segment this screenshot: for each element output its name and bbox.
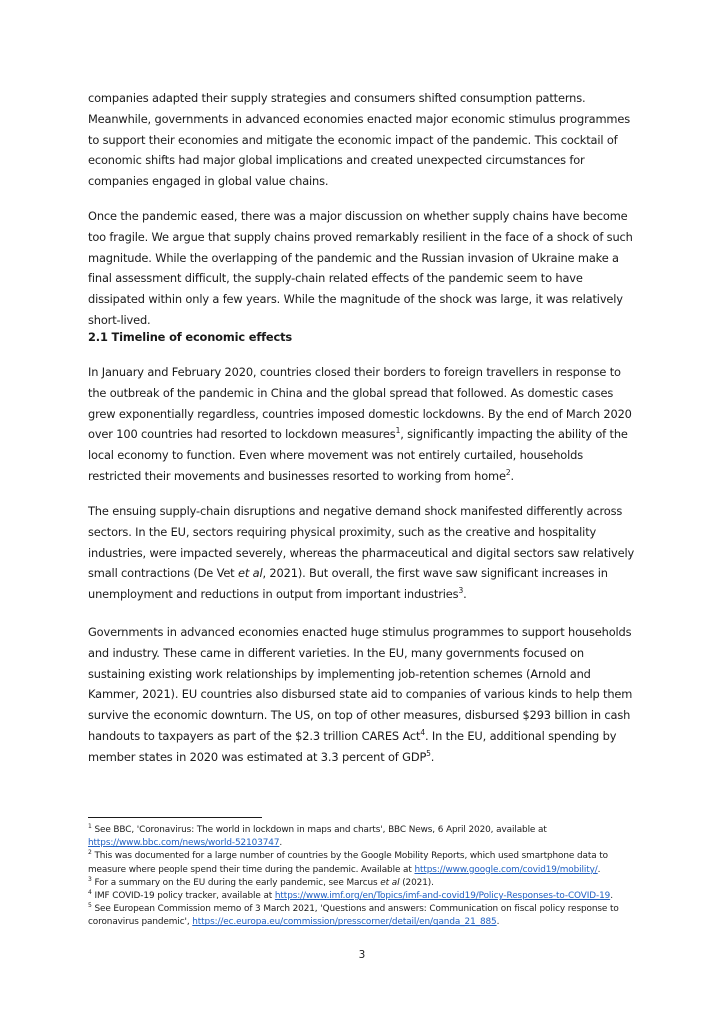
footnote-5-text: See European Commission memo of 3 March 2021, 'Questions and answers: Communication on fiscal policy response to coronavirus pandemic',: [88, 904, 619, 928]
footnote-2-link[interactable]: https://www.google.com/covid19/mobility/: [414, 864, 598, 875]
footnote-ref-2[interactable]: 2: [505, 468, 511, 478]
footnote-3-etal: et al: [380, 877, 400, 888]
footnote-1-after: .: [279, 838, 283, 849]
page-number: 3: [358, 949, 366, 961]
paragraph-3: [88, 362, 638, 487]
footnote-5-after: .: [496, 917, 500, 928]
footnote-5-link[interactable]: https://ec.europa.eu/commission/presscorner/detail/en/qanda_21_885: [192, 917, 497, 928]
paragraph-5: [88, 622, 638, 768]
footnote-2-number: 2: [88, 849, 92, 857]
footnote-4: [88, 890, 648, 903]
paragraph-4-text-a: The ensuing supply-chain disruptions and negative demand shock manifested differently across sectors. In the EU, sectors requiring physical proximity, such as the creative and hospitality industries, were impacted severely, whereas the pharmaceutical and digital sectors saw relatively small contractions (De Vet: [88, 504, 635, 581]
footnote-1: [88, 824, 648, 850]
footnote-4-link[interactable]: https://www.imf.org/en/Topics/imf-and-covid19/Policy-Responses-to-COVID-19: [274, 891, 611, 902]
section-heading: 2.1 Timeline of economic effects: [88, 330, 293, 344]
footnote-4-number: 4: [88, 889, 92, 897]
paragraph-5-text-b: . In the EU, additional spending by member states in 2020 was estimated at 3.3 percent of GDP: [88, 728, 617, 764]
footnote-ref-1[interactable]: 1: [395, 426, 401, 436]
paragraph-4-text-b: , 2021). But overall, the first wave saw significant increases in unemployment and reductions in output from important industries: [88, 566, 608, 602]
footnote-1-text: See BBC, 'Coronavirus: The world in lockdown in maps and charts', BBC News, 6 April 2020, available at: [91, 825, 547, 835]
footnote-ref-3[interactable]: 3: [458, 586, 464, 596]
footnote-2-text: This was documented for a large number of countries by the Google Mobility Reports, which used smartphone data to measure where people spend their time during the pandemic. Available at: [88, 851, 608, 875]
paragraph-3-text-a: In January and February 2020, countries closed their borders to foreign travellers in response to the outbreak of the pandemic in China and the global spread that followed. As domestic cases grew exponentially regardless, countries imposed domestic lockdowns. By the end of March 2020 over 100 countries had resorted to lockdown measures: [88, 365, 632, 442]
footnote-3-number: 3: [88, 875, 92, 883]
footnote-1-link[interactable]: https://www.bbc.com/news/world-52103747: [88, 838, 280, 849]
paragraph-5-text-c: .: [430, 749, 435, 764]
paragraph-3-text-b: , significantly impacting the ability of the local economy to function. Even where movement was not entirely curtailed, households restricted their movements and businesses resorted to working from home: [88, 427, 628, 483]
footnote-2: [88, 850, 648, 876]
paragraph-4: [88, 501, 638, 605]
footnote-3-after: (2021).: [399, 877, 434, 888]
footnote-4-after: .: [610, 891, 613, 902]
paragraph-4-etal: et al: [237, 566, 263, 581]
footnote-ref-5[interactable]: 5: [426, 748, 431, 758]
paragraph-2: [88, 206, 638, 331]
paragraph-2-text: Once the pandemic eased, there was a major discussion on whether supply chains have become too fragile. We argue that supply chains proved remarkably resilient in the face of a shock of such magnitude. While the overlapping of the pandemic and the Russian invasion of Ukraine make a final assessment difficult, the supply-chain related effects of the pandemic seem to have dissipated within only a few years. While the magnitude of the shock was large, it was relatively short-lived.: [88, 209, 633, 327]
footnotes: [88, 824, 648, 930]
paragraph-3-text-c: .: [510, 468, 514, 483]
footnote-3: [88, 877, 648, 890]
paragraph-5-text-a: Governments in advanced economies enacted huge stimulus programmes to support households and industry. These came in different varieties. In the EU, many governments focused on sustaining existing work relationships by implementing job-retention schemes (Arnold and Kammer, 2021). EU countries also disbursed state aid to companies of various kinds to help them survive the economic downturn. The US, on top of other measures, disbursed $293 billion in cash handouts to taxpayers as part of the $2.3 trillion CARES Act: [88, 625, 633, 743]
footnote-5-number: 5: [88, 902, 92, 910]
paragraph-4-text-c: .: [463, 587, 467, 602]
paragraph-1-text: companies adapted their supply strategies and consumers shifted consumption patterns. Meanwhile, governments in advanced economies enacted major economic stimulus programmes to support their economies and mitigate the economic impact of the pandemic. This cocktail of economic shifts had major global implications and created unexpected circumstances for companies engaged in global value chains.: [88, 91, 630, 189]
footnote-4-text: IMF COVID-19 policy tracker, available at: [91, 891, 275, 902]
footnote-ref-4[interactable]: 4: [420, 728, 425, 738]
footnote-3-text: For a summary on the EU during the early pandemic, see Marcus: [91, 877, 381, 888]
footnote-1-number: 1: [88, 823, 92, 831]
paragraph-1: [88, 88, 638, 192]
footnote-5: [88, 903, 648, 929]
footnote-2-after: .: [597, 864, 601, 875]
footnote-divider: [88, 817, 262, 818]
